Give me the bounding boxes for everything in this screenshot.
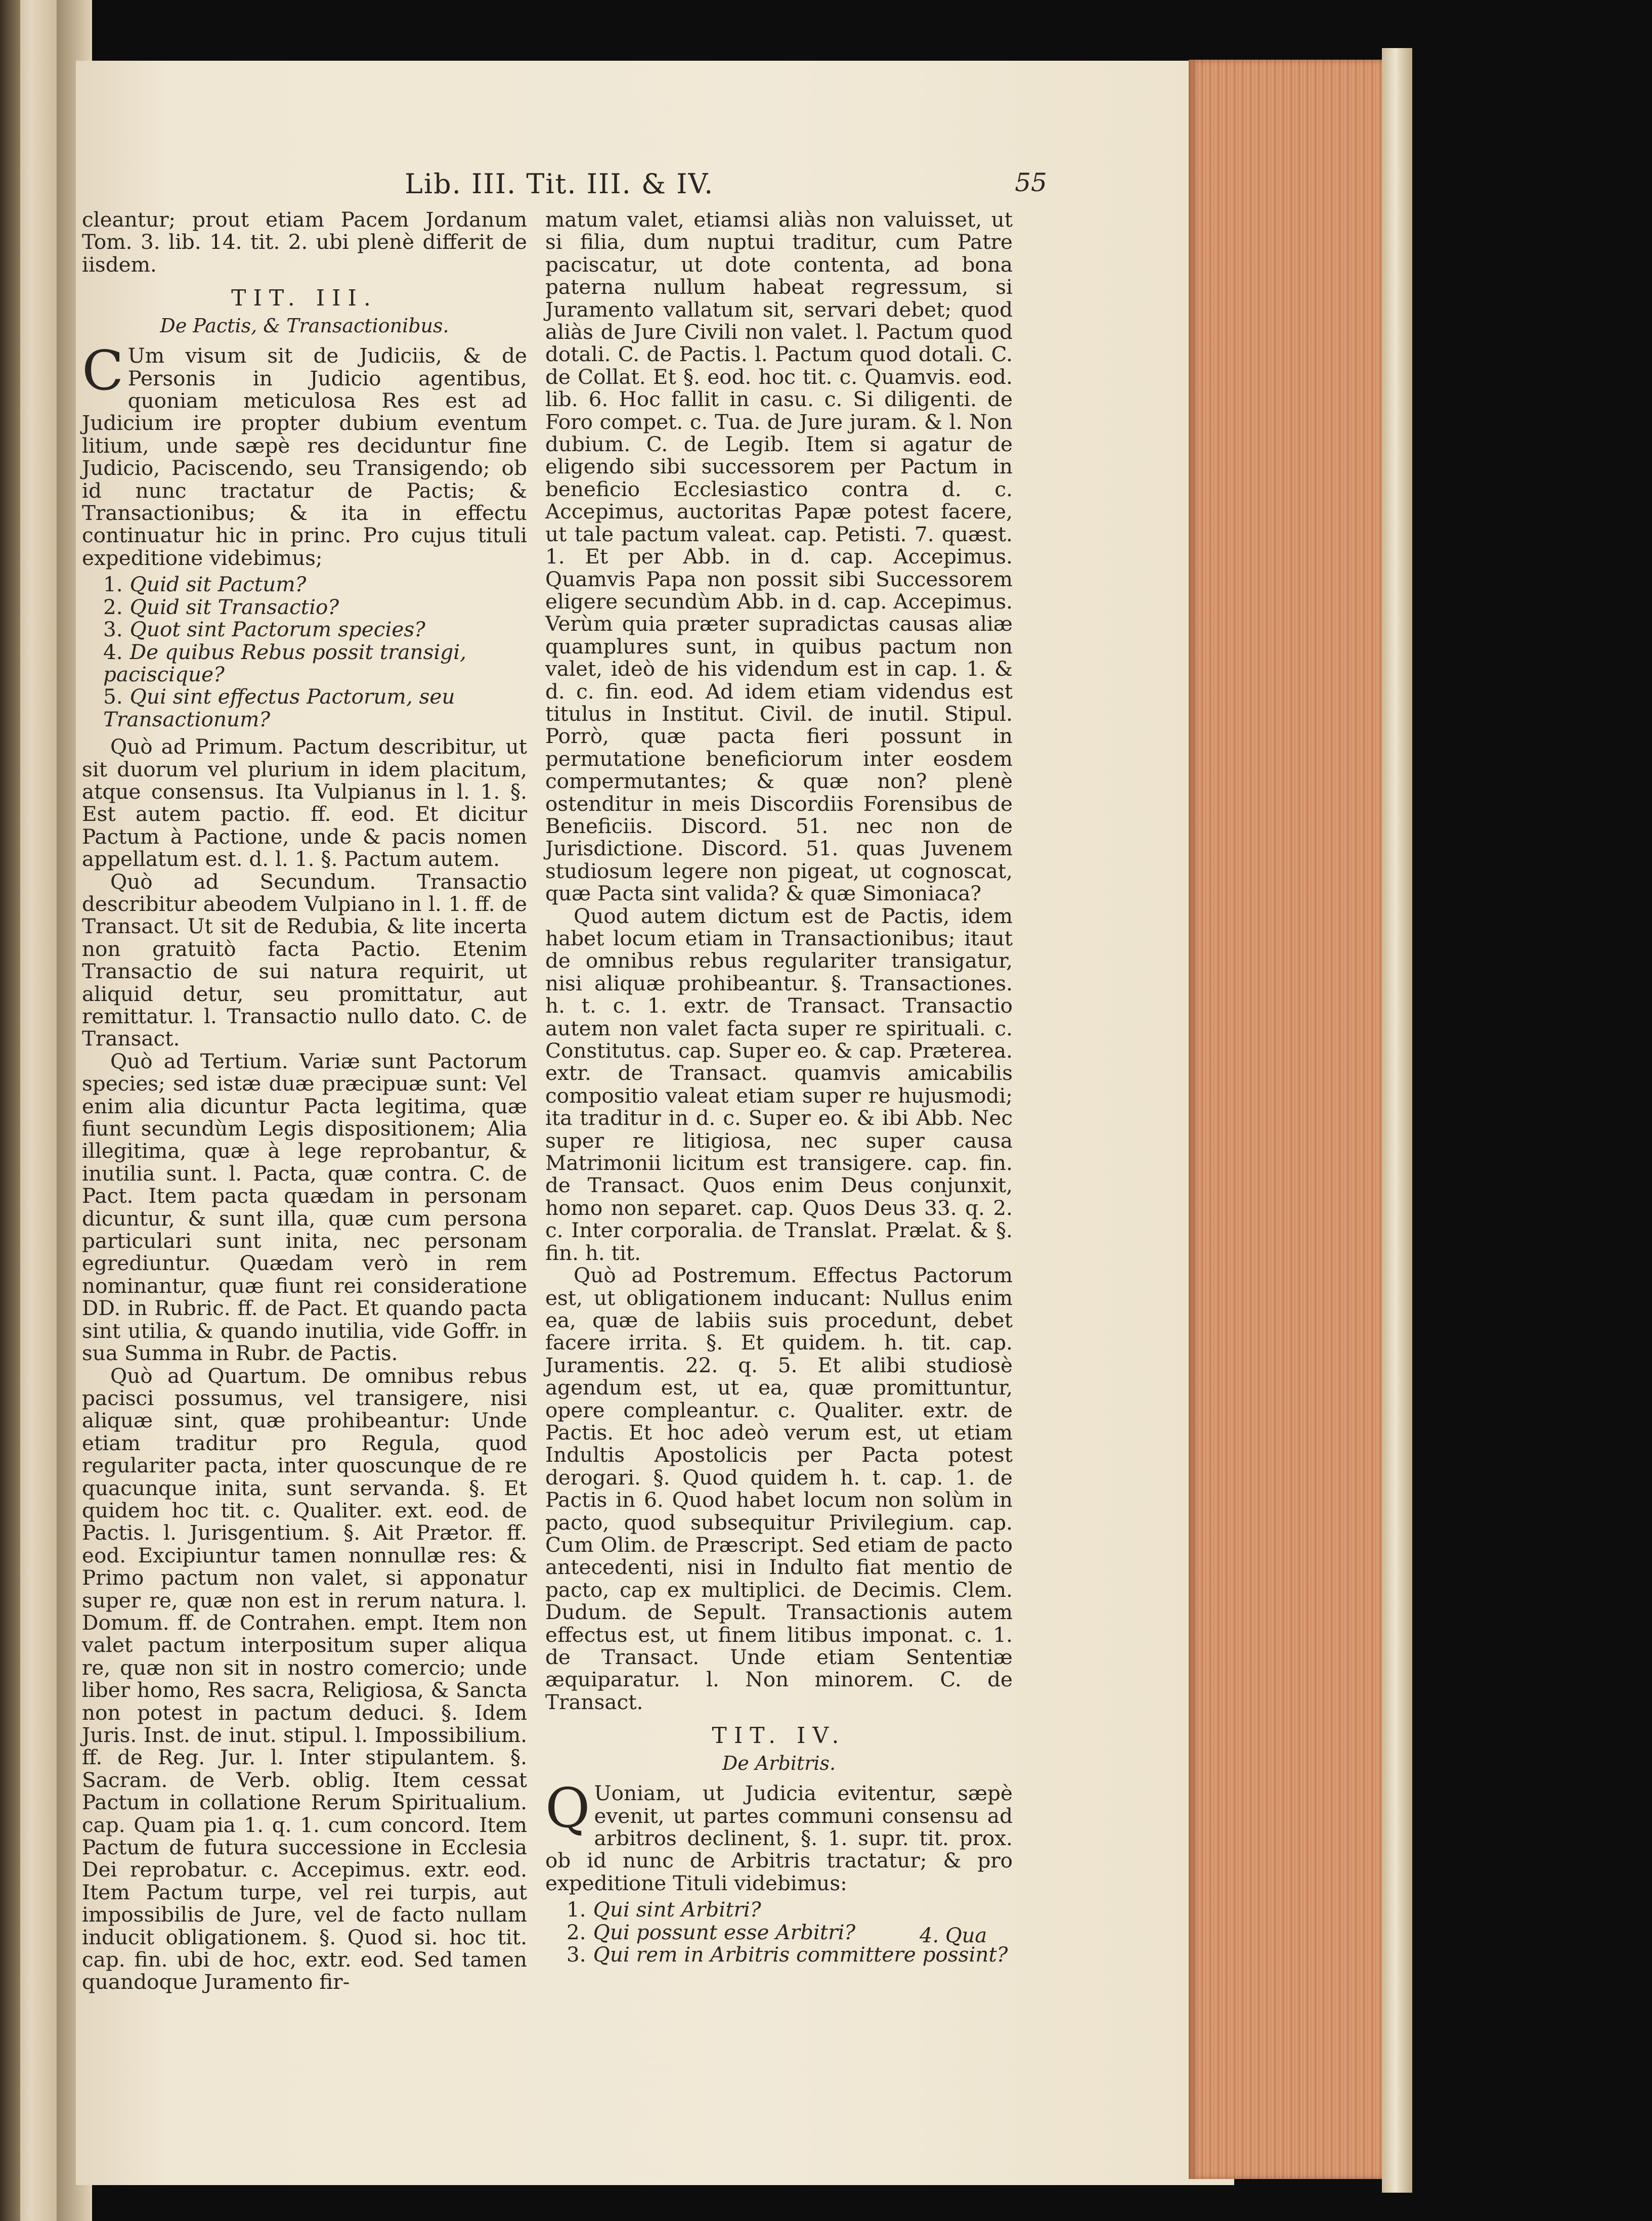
paragraph-secundum: Quò ad Secundum. Transactio describitur abeodem Vulpiano in l. 1. ff. de Transact. Ut sit de Redubia, & lite incerta non gratuitò facta Pactio. Etenim Transactio de sui natura requirit, ut aliquid detur, seu promittatur, aut remittatur. l. Transactio nullo dato. C. de Transact. xyxy=(82,869,527,1051)
drop-cap: Q xyxy=(545,1777,590,1841)
paragraph-transactions: Quod autem dictum est de Pactis, idem habet locum etiam in Transactionibus; itaut de omnibus rebus regulariter transigatur, nisi aliquæ prohibeantur. §. Transactiones. h. t. c. 1. extr. de Transact. Transactio autem non valet facta super re spirituali. c. Constitutus. cap. Super eo. & cap. Præterea. extr. de Transact. quamvis amicabilis compositio valeat etiam super re hujusmodi; ita traditur in d. c. Super eo. & ibi Abb. Nec super re litigiosa, nec super causa Matrimonii licitum est transigere. cap. fin. de Transact. Quos enim Deus conjunxit, homo non separet. cap. Quos Deus 33. q. 2. c. Inter corporalia. de Translat. Prælat. & §. fin. h. tit. xyxy=(545,903,1013,1265)
facing-page-edge xyxy=(0,0,57,2221)
intro-paragraph-tit4 xyxy=(545,1777,1013,1895)
page-header xyxy=(405,168,1047,213)
question-item: 3. Qui rem in Arbitris committere possint? xyxy=(567,1942,1008,1967)
paragraph-tertium: Quò ad Tertium. Variæ sunt Pactorum species; sed istæ duæ præcipuæ sunt: Vel enim alia dicuntur Pacta legitima, quæ fiunt secundùm Legis dispositionem; Alia illegitima, quæ à lege reprobantur, & inutilia sunt. l. Pacta, quæ contra. C. de Pact. Item pacta quædam in personam dicuntur, & sunt illa, quæ cum persona particulari sunt inita, nec personam egrediuntur. Quædam verò in rem nominantur, quæ fiunt rei consideratione DD. in Rubric. ff. de Pact. Et quando pacta sint utilia, & quando inutilia, vide Goffr. in sua Summa in Rubr. de Pactis. xyxy=(82,1049,527,1366)
book-cover-edge xyxy=(1382,48,1412,2193)
question-item: 4. De quibus Rebus possit transigi, paciscique? xyxy=(103,639,467,686)
question-item: 2. Qui possunt esse Arbitri? xyxy=(567,1920,856,1944)
question-item: 3. Quot sint Pactorum species? xyxy=(103,617,425,642)
right-column xyxy=(545,208,1013,1971)
title-subtitle-tit3: De Pactis, & Transactionibus. xyxy=(160,315,449,337)
left-column xyxy=(82,208,527,1993)
question-item: 2. Quid sit Transactio? xyxy=(103,594,339,619)
continuation-text: cleantur; prout etiam Pacem Jordanum Tom. 3. lib. 14. tit. 2. ubi plenè differit de iisdem. xyxy=(82,207,527,277)
page-number: 55 xyxy=(1015,168,1047,197)
title-heading-tit3: TIT. III. xyxy=(231,285,378,312)
paragraph-quartum-continued: matum valet, etiamsi aliàs non valuisset, ut si filia, dum nuptui traditur, cum Patre paciscatur, ut dote contenta, ad bona paterna nullum habeat regressum, si Juramento vallatum sit, servari debet; quod aliàs de Jure Civili non valet. l. Pactum quod dotali. C. de Pactis. l. Pactum quod dotali. C. de Collat. Et §. eod. hoc tit. c. Quamvis. eod. lib. 6. Hoc fallit in casu. c. Si diligenti. de Foro compet. c. Tua. de Jure juram. & l. Non dubium. C. de Legib. Item si agatur de eligendo sibi successorem per Pactum in beneficio Ecclesiastico contra d. c. Accepimus, auctoritas Papæ potest facere, ut tale pactum valeat. cap. Petisti. 7. quæst. 1. Et per Abb. in d. cap. Accepimus. Quamvis Papa non possit sibi Successorem eligere secundùm Abb. in d. cap. Accepimus. Verùm quia præter supradictas causas aliæ quamplures sunt, in quibus pactum non valet, ideò de his videndum est in cap. 1. & d. c. fin. eod. Ad idem etiam videndus est titulus in Institut. Civil. de inutil. Stipul. Porrò, quæ pacta fieri possunt in permutatione beneficiorum inter eosdem compermutantes; & quæ non? plenè ostenditur in meis Discordiis Forensibus de Beneficiis. Discord. 51. nec non de Jurisdictione. Discord. 51. quas Juvenem studiosum legere non pigeat, ut cognoscat, quæ Pacta sint valida? & quæ Simoniaca? xyxy=(545,207,1013,906)
question-item: 1. Quid sit Pactum? xyxy=(103,572,307,597)
intro-paragraph-tit3 xyxy=(82,339,527,570)
drop-cap: C xyxy=(82,339,124,403)
running-head: Lib. III. Tit. III. & IV. xyxy=(405,168,714,200)
question-list-tit3 xyxy=(82,573,527,730)
title-heading-tit4: TIT. IV. xyxy=(712,1723,846,1749)
title-subtitle-tit4: De Arbitris. xyxy=(722,1752,836,1775)
question-item: 5. Qui sint effectus Pactorum, seu Transactionum? xyxy=(103,684,455,731)
paragraph-postremum: Quò ad Postremum. Effectus Pactorum est, ut obligationem inducant: Nullus enim ea, quæ de labiis suis procedunt, debet facere irrita. §. Et quidem. h. tit. cap. Juramentis. 22. q. 5. Et alibi studiosè agendum est, ut ea, quæ promittuntur, opere compleantur. c. Qualiter. extr. de Pactis. Et hoc adeò verum est, ut etiam Indultis Apostolicis per Pacta potest derogari. §. Quod quidem h. t. cap. 1. de Pactis in 6. Quod habet locum non solùm in pacto, quod subsequitur Privilegium. cap. Cum Olim. de Præscript. Sed etiam de pacto antecedenti, nisi in Indulto fiat mentio de pacto, cap ex multiplici. de Decimis. Clem. Dudum. de Sepult. Transactionis autem effectus est, ut finem litibus imponat. c. 1. de Transact. Unde etiam Sententiæ æquiparatur. l. Non minorem. C. de Transact. xyxy=(545,1263,1013,1714)
page-block-fore-edge xyxy=(1189,60,1382,2179)
facing-page-shadow xyxy=(0,0,20,2221)
intro-text: Um visum sit de Judiciis, & de Personis in Judicio agentibus, quoniam meticulosa Res est ad Judicium ire propter dubium eventum litium, unde sæpè res deciduntur fine Judicio, Paciscendo, seu Transigendo; ob id nunc tractatur de Pactis; & Transactionibus; & ita in effectu continuatur hic in princ. Pro cujus tituli expeditione videbimus; xyxy=(82,343,527,570)
catchword: 4. Qua xyxy=(920,1924,987,1947)
paragraph-primum: Quò ad Primum. Pactum describitur, ut sit duorum vel plurium in idem placitum, atque consensus. Ita Vulpianus in l. 1. §. Est autem pactio. ff. eod. Et dicitur Pactum à Pactione, unde & pacis nomen appellatum est. d. l. 1. §. Pactum autem. xyxy=(82,734,527,872)
paragraph-quartum: Quò ad Quartum. De omnibus rebus pacisci possumus, vel transigere, nisi aliquæ sint, quæ prohibeantur: Unde etiam traditur pro Regula, quod regulariter pacta, inter quoscunque de re quacunque inita, sunt servanda. §. Et quidem hoc tit. c. Qualiter. ext. eod. de Pactis. l. Jurisgentium. §. Ait Prætor. ff. eod. Excipiuntur tamen nonnullæ res: & Primo pactum non valet, si apponatur super re, quæ non est in rerum natura. l. Domum. ff. de Contrahen. empt. Item non valet pactum interpositum super aliqua re, quæ non sit in nostro comercio; unde liber homo, Res sacra, Religiosa, & Sancta non potest in pactum deduci. §. Idem Juris. Inst. de inut. stipul. l. Impossibilium. ff. de Reg. Jur. l. Inter stipulantem. §. Sacram. de Verb. oblig. Item cessat Pactum in collatione Rerum Spiritualium. cap. Quam pia 1. q. 1. cum concord. Item Pactum de futura successione in Ecclesia Dei reprobatur. c. Accepimus. extr. eod. Item Pactum turpe, vel rei turpis, aut impossibilis de Jure, vel de facto nullam inducit obligationem. §. Quod si. hoc tit. cap. fin. ubi de hoc, extr. eod. Sed tamen quandoque Juramento fir- xyxy=(82,1363,527,1994)
intro-text: Uoniam, ut Judicia evitentur, sæpè evenit, ut partes communi consensu ad arbitros declinent, §. 1. supr. tit. prox. ob id nunc de Arbitris tractatur; & pro expeditione Tituli videbimus: xyxy=(545,1781,1013,1895)
question-item: 1. Qui sint Arbitri? xyxy=(567,1897,761,1922)
